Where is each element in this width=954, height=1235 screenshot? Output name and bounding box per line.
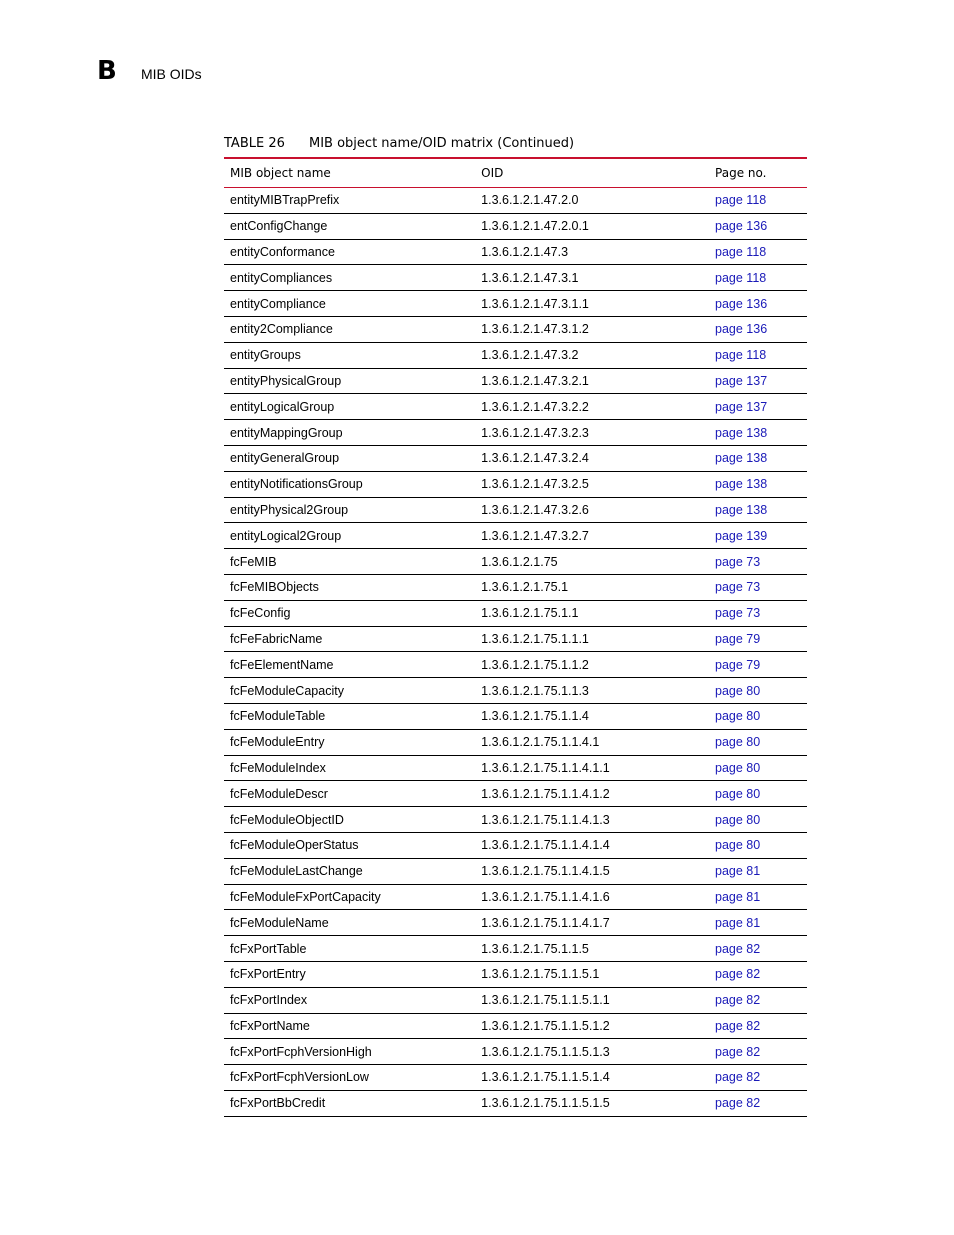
page-link[interactable]: page 118 [715,348,767,363]
oid-cell: 1.3.6.1.2.1.75.1.1.5 [475,936,709,962]
table-caption [224,135,574,153]
mib-object-name-cell: fcFeModuleIndex [224,755,475,781]
oid-cell: 1.3.6.1.2.1.75.1.1.4.1.1 [475,755,709,781]
mib-object-name-cell: fcFxPortName [224,1013,475,1039]
mib-object-name-cell: entityGeneralGroup [224,445,475,471]
table-row [224,652,807,678]
mib-object-name-cell: entityCompliance [224,291,475,317]
mib-object-name-cell: entity2Compliance [224,316,475,342]
oid-cell: 1.3.6.1.2.1.75.1.1 [475,600,709,626]
page-number-cell [709,420,807,446]
page-link[interactable]: page 73 [715,554,761,569]
page-link[interactable]: page 136 [715,296,768,311]
page-link[interactable]: page 73 [715,580,761,595]
mib-object-name-cell: entConfigChange [224,213,475,239]
table-row [224,188,807,214]
page-link[interactable]: page 81 [715,889,761,904]
page-number-cell [709,755,807,781]
page-number-cell [709,368,807,394]
table-row [224,445,807,471]
mib-object-name-cell: entityCompliances [224,265,475,291]
mib-oid-table [224,157,807,1117]
mib-object-name-cell: fcFeModuleCapacity [224,678,475,704]
page-link[interactable]: page 137 [715,399,768,414]
page-link[interactable]: page 139 [715,528,768,543]
table-row [224,678,807,704]
page-number-cell [709,188,807,214]
column-header-page-no: Page no. [709,158,807,188]
page-link[interactable]: page 81 [715,864,761,879]
table-row [224,574,807,600]
mib-object-name-cell: fcFeMIB [224,549,475,575]
page-link[interactable]: page 79 [715,631,761,646]
page-link[interactable]: page 82 [715,1044,761,1059]
table-row [224,213,807,239]
table-row [224,1013,807,1039]
mib-object-name-cell: fcFeModuleEntry [224,729,475,755]
oid-cell: 1.3.6.1.2.1.75.1.1.5.1.2 [475,1013,709,1039]
page-number-cell [709,987,807,1013]
column-header-oid: OID [475,158,709,188]
mib-object-name-cell: fcFeModuleOperStatus [224,832,475,858]
page-link[interactable]: page 118 [715,270,767,285]
mib-object-name-cell: fcFxPortFcphVersionHigh [224,1039,475,1065]
page-link[interactable]: page 82 [715,1018,761,1033]
oid-cell: 1.3.6.1.2.1.75.1.1.4 [475,703,709,729]
page-link[interactable]: page 80 [715,812,761,827]
table-row [224,316,807,342]
oid-cell: 1.3.6.1.2.1.47.2.0.1 [475,213,709,239]
page-link[interactable]: page 137 [715,373,768,388]
page-number-cell [709,471,807,497]
mib-object-name-cell: fcFeMIBObjects [224,574,475,600]
oid-cell: 1.3.6.1.2.1.75.1.1.4.1.5 [475,858,709,884]
page-number-cell [709,549,807,575]
mib-object-name-cell: entityMIBTrapPrefix [224,188,475,214]
page-number-cell [709,807,807,833]
table-row [224,1090,807,1116]
mib-object-name-cell: entityLogical2Group [224,523,475,549]
page-link[interactable]: page 82 [715,1096,761,1111]
page-link[interactable]: page 81 [715,915,761,930]
page-number-cell [709,936,807,962]
page-link[interactable]: page 73 [715,606,761,621]
page-link[interactable]: page 138 [715,477,768,492]
table-row [224,342,807,368]
oid-cell: 1.3.6.1.2.1.75.1.1.4.1.6 [475,884,709,910]
page-number-cell [709,213,807,239]
table-header-row [224,158,807,188]
chapter-title: MIB OIDs [141,66,202,82]
oid-cell: 1.3.6.1.2.1.75.1.1.4.1.3 [475,807,709,833]
oid-cell: 1.3.6.1.2.1.75.1.1.4.1.7 [475,910,709,936]
mib-object-name-cell: entityConformance [224,239,475,265]
mib-object-name-cell: fcFeFabricName [224,626,475,652]
mib-object-name-cell: entityPhysicalGroup [224,368,475,394]
page-link[interactable]: page 80 [715,683,761,698]
page-number-cell [709,858,807,884]
page-number-cell [709,703,807,729]
chapter-letter: B [97,56,117,86]
table-row [224,729,807,755]
oid-cell: 1.3.6.1.2.1.47.3.1 [475,265,709,291]
page-number-cell [709,523,807,549]
table-row [224,807,807,833]
page-number-cell [709,961,807,987]
page-number-cell [709,342,807,368]
oid-cell: 1.3.6.1.2.1.47.3.1.1 [475,291,709,317]
page-link[interactable]: page 80 [715,735,761,750]
page-number-cell [709,316,807,342]
page-link[interactable]: page 118 [715,193,767,208]
table-row [224,755,807,781]
page-number-cell [709,781,807,807]
table-body [224,188,807,1117]
table-caption-title: MIB object name/OID matrix (Continued) [309,136,575,151]
oid-cell: 1.3.6.1.2.1.47.3.2.4 [475,445,709,471]
oid-cell: 1.3.6.1.2.1.75.1.1.1 [475,626,709,652]
table-row [224,394,807,420]
page-link[interactable]: page 80 [715,838,761,853]
page-number-cell [709,1013,807,1039]
table-row [224,936,807,962]
page-link[interactable]: page 82 [715,967,761,982]
page-number-cell [709,394,807,420]
page-number-cell [709,626,807,652]
oid-cell: 1.3.6.1.2.1.75.1.1.5.1 [475,961,709,987]
oid-cell: 1.3.6.1.2.1.75.1.1.5.1.4 [475,1065,709,1091]
mib-object-name-cell: fcFeModuleFxPortCapacity [224,884,475,910]
table-row [224,858,807,884]
table-row [224,600,807,626]
table-caption-label: TABLE 26 [224,136,285,151]
page-number-cell [709,445,807,471]
mib-object-name-cell: fcFxPortIndex [224,987,475,1013]
page-number-cell [709,1065,807,1091]
page-number-cell [709,884,807,910]
oid-cell: 1.3.6.1.2.1.75.1.1.4.1.4 [475,832,709,858]
mib-object-name-cell: fcFxPortTable [224,936,475,962]
oid-cell: 1.3.6.1.2.1.47.3.2.1 [475,368,709,394]
page-number-cell [709,678,807,704]
oid-cell: 1.3.6.1.2.1.47.3.2.3 [475,420,709,446]
table-row [224,832,807,858]
page-link[interactable]: page 82 [715,1070,761,1085]
page-link[interactable]: page 136 [715,322,768,337]
table-row [224,291,807,317]
oid-cell: 1.3.6.1.2.1.75.1.1.4.1 [475,729,709,755]
page-link[interactable]: page 80 [715,786,761,801]
page-link[interactable]: page 118 [715,244,767,259]
mib-object-name-cell: fcFeModuleObjectID [224,807,475,833]
mib-object-name-cell: entityMappingGroup [224,420,475,446]
oid-cell: 1.3.6.1.2.1.47.2.0 [475,188,709,214]
mib-object-name-cell: fcFxPortEntry [224,961,475,987]
table-row [224,987,807,1013]
oid-cell: 1.3.6.1.2.1.47.3.2.2 [475,394,709,420]
page-number-cell [709,729,807,755]
oid-cell: 1.3.6.1.2.1.47.3.2 [475,342,709,368]
table-row [224,1039,807,1065]
table-row [224,781,807,807]
table-row [224,884,807,910]
oid-cell: 1.3.6.1.2.1.47.3.2.5 [475,471,709,497]
oid-cell: 1.3.6.1.2.1.75.1.1.5.1.3 [475,1039,709,1065]
page-number-cell [709,910,807,936]
oid-cell: 1.3.6.1.2.1.75.1.1.5.1.1 [475,987,709,1013]
table-row [224,368,807,394]
table-row [224,497,807,523]
page-number-cell [709,574,807,600]
mib-object-name-cell: fcFeModuleDescr [224,781,475,807]
mib-object-name-cell: fcFeElementName [224,652,475,678]
table-row [224,910,807,936]
column-header-mib-object-name: MIB object name [224,158,475,188]
oid-cell: 1.3.6.1.2.1.47.3.2.7 [475,523,709,549]
page-number-cell [709,600,807,626]
mib-object-name-cell: fcFxPortFcphVersionLow [224,1065,475,1091]
oid-cell: 1.3.6.1.2.1.75.1.1.2 [475,652,709,678]
mib-object-name-cell: fcFxPortBbCredit [224,1090,475,1116]
table-row [224,265,807,291]
table-row [224,961,807,987]
page-link[interactable]: page 79 [715,657,761,672]
table-row [224,549,807,575]
page-number-cell [709,265,807,291]
mib-object-name-cell: fcFeModuleLastChange [224,858,475,884]
mib-object-name-cell: entityGroups [224,342,475,368]
page-number-cell [709,497,807,523]
page-link[interactable]: page 138 [715,502,768,517]
oid-cell: 1.3.6.1.2.1.47.3.1.2 [475,316,709,342]
oid-cell: 1.3.6.1.2.1.75.1 [475,574,709,600]
page-number-cell [709,291,807,317]
table-row [224,420,807,446]
page-link[interactable]: page 136 [715,219,768,234]
mib-object-name-cell: fcFeConfig [224,600,475,626]
page-link[interactable]: page 82 [715,993,761,1008]
oid-cell: 1.3.6.1.2.1.75.1.1.5.1.5 [475,1090,709,1116]
page-link[interactable]: page 138 [715,425,768,440]
oid-cell: 1.3.6.1.2.1.47.3.2.6 [475,497,709,523]
table-row [224,626,807,652]
page-number-cell [709,652,807,678]
mib-object-name-cell: entityPhysical2Group [224,497,475,523]
oid-cell: 1.3.6.1.2.1.75.1.1.3 [475,678,709,704]
table-row [224,523,807,549]
oid-cell: 1.3.6.1.2.1.47.3 [475,239,709,265]
oid-cell: 1.3.6.1.2.1.75.1.1.4.1.2 [475,781,709,807]
page-link[interactable]: page 138 [715,451,768,466]
mib-object-name-cell: fcFeModuleTable [224,703,475,729]
page-number-cell [709,1090,807,1116]
table-row [224,239,807,265]
mib-object-name-cell: entityLogicalGroup [224,394,475,420]
page-link[interactable]: page 82 [715,941,761,956]
table-row [224,471,807,497]
page-number-cell [709,239,807,265]
page-number-cell [709,832,807,858]
page-number-cell [709,1039,807,1065]
mib-object-name-cell: fcFeModuleName [224,910,475,936]
page-link[interactable]: page 80 [715,709,761,724]
table-row [224,703,807,729]
page-link[interactable]: page 80 [715,760,761,775]
table-row [224,1065,807,1091]
mib-object-name-cell: entityNotificationsGroup [224,471,475,497]
oid-cell: 1.3.6.1.2.1.75 [475,549,709,575]
